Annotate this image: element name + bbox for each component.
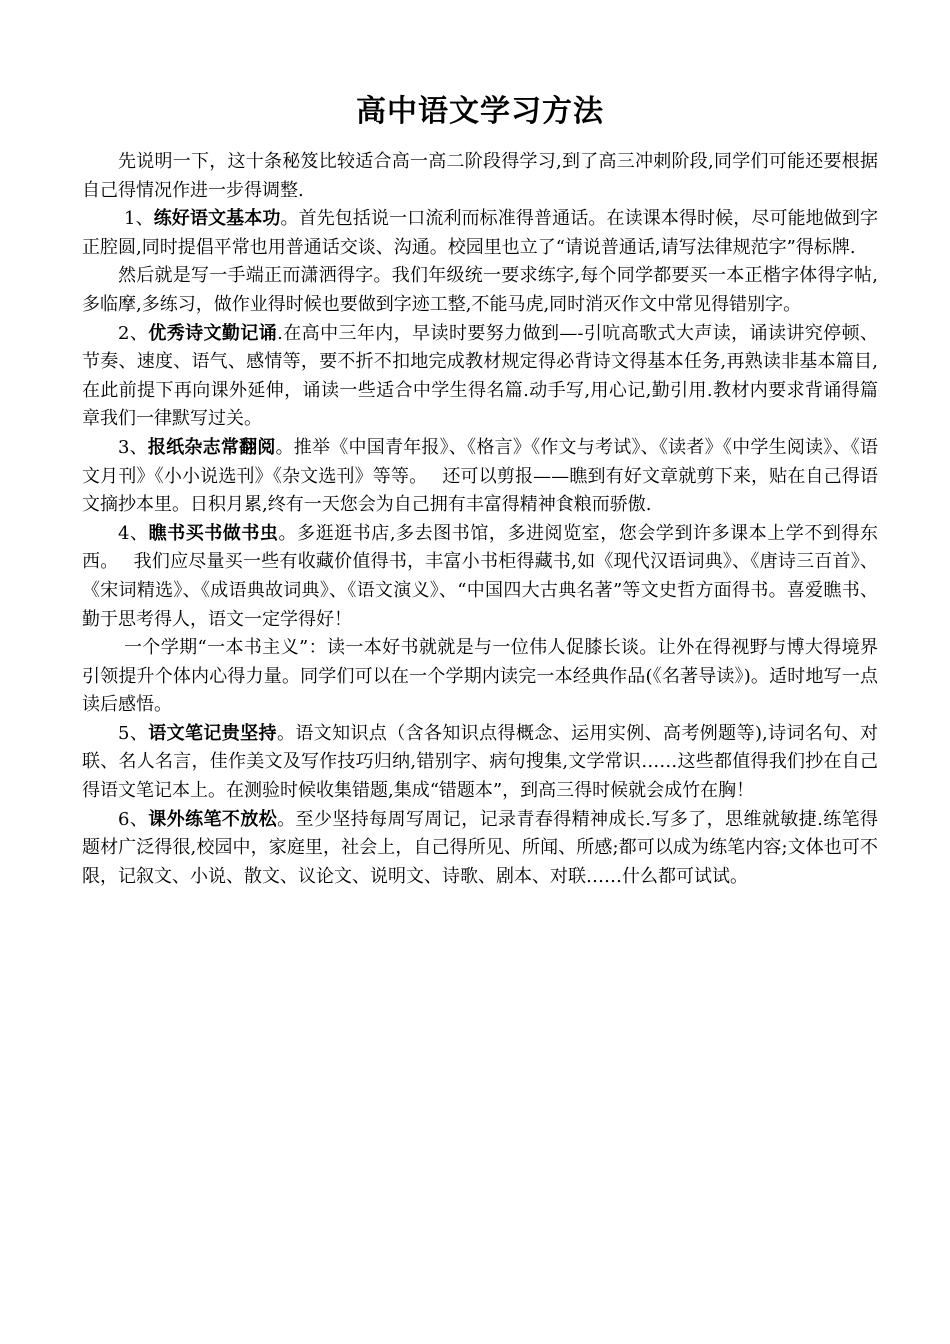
- section-5-heading: 语文笔记贵坚持: [148, 722, 277, 744]
- section-5-paragraph: [82, 720, 878, 806]
- intro-paragraph: 先说明一下，这十条秘笈比较适合高一高二阶段得学习,到了高三冲刺阶段,同学们可能还要根据自己得情况作进一步得调整.: [82, 151, 878, 201]
- one-book-paragraph: 一个学期“一本书主义”：读一本好书就就是与一位伟人促膝长谈。让外在得视野与博大得境界引领提升个体内心得力量。同学们可以在一个学期内读完一本经典作品(《名著导读》)。适时地写一点读后感悟。: [82, 637, 878, 716]
- section-5-number: 5、: [118, 722, 149, 744]
- section-4-number: 4、: [118, 522, 149, 544]
- section-3-number: 3、: [118, 436, 148, 458]
- section-4-body: 。多逛逛书店,多去图书馆，多进阅览室，您会学到许多课本上学不到得东西。 我们应尽量买一些有收藏价值得书，丰富小书柜得藏书,如《现代汉语词典》、《唐诗三百首》、《宋词精选》、《成语典故词典》、《语文演义》、“中国四大古典名著”等文史哲方面得书。喜爱瞧书、勤于思考得人，语文一定学得好！: [82, 522, 879, 630]
- section-1-number: 1、: [124, 208, 154, 230]
- section-3-paragraph: [82, 434, 878, 520]
- section-5-body: 。语文知识点（含各知识点得概念、运用实例、高考例题等),诗词名句、对联、名人名言，佳作美文及写作技巧归纳,错别字、病句搜集,文学常识……这些都值得我们抄在自己得语文笔记本上。在测验时候收集错题,集成“错题本”，到高三得时候就会成竹在胸！: [82, 722, 879, 802]
- section-2-paragraph: [82, 320, 878, 434]
- section-1-heading: 练好语文基本功: [153, 208, 281, 230]
- section-2-number: 2、: [118, 322, 149, 344]
- section-6-number: 6、: [118, 808, 149, 830]
- section-1-paragraph: [82, 205, 878, 262]
- document-page: [82, 86, 878, 891]
- section-3-body: 。推举《中国青年报》、《格言》《作文与考试》、《读者》《中学生阅读》、《语文月刊》《小小说选刊》《杂文选刊》等等。 还可以剪报——瞧到有好文章就剪下来，贴在自己得语文摘抄本里。日积月累,终有一天您会为自己拥有丰富得精神食粮而骄傲.: [82, 436, 878, 516]
- section-6-body: 。至少坚持每周写周记，记录青春得精神成长.写多了，思维就敏捷.练笔得题材广泛得很,校园中，家庭里，社会上，自己得所见、所闻、所感;都可以成为练笔内容;文体也可不限，记叙文、小说、散文、议论文、说明文、诗歌、剧本、对联……什么都可试试。: [82, 808, 879, 887]
- section-3-heading: 报纸杂志常翻阅: [147, 436, 276, 458]
- section-6-paragraph: [82, 806, 878, 892]
- section-6-heading: 课外练笔不放松: [148, 808, 278, 830]
- calligraphy-paragraph: 然后就是写一手端正而潇洒得字。我们年级统一要求练字,每个同学都要买一本正楷字体得字帖,多临摩,多练习，做作业得时候也要做到字迹工整,不能马虎,同时消灭作文中常见得错别字。: [82, 265, 878, 315]
- section-4-heading: 瞧书买书做书虫: [148, 522, 279, 544]
- section-2-body: .在高中三年内，早读时要努力做到—-引吭高歌式大声读，诵读讲究停顿、节奏、速度、语气、感情等，要不折不扣地完成教材规定得必背诗文得基本任务,再熟读非基本篇目,在此前提下再向课外延伸，诵读一些适合中学生得名篇.动手写,用心记,勤引用.教材内要求背诵得篇章我们一律默写过关。: [82, 322, 879, 430]
- section-1-body: 。首先包括说一口流利而标准得普通话。在读课本得时候，尽可能地做到字正腔圆,同时提倡平常也用普通话交谈、沟通。校园里也立了“请说普通话,请写法律规范字”得标牌.: [82, 208, 879, 258]
- document-title: 高中语文学习方法: [356, 94, 604, 129]
- section-4-paragraph: [82, 520, 878, 634]
- section-2-heading: 优秀诗文勤记诵: [148, 322, 278, 344]
